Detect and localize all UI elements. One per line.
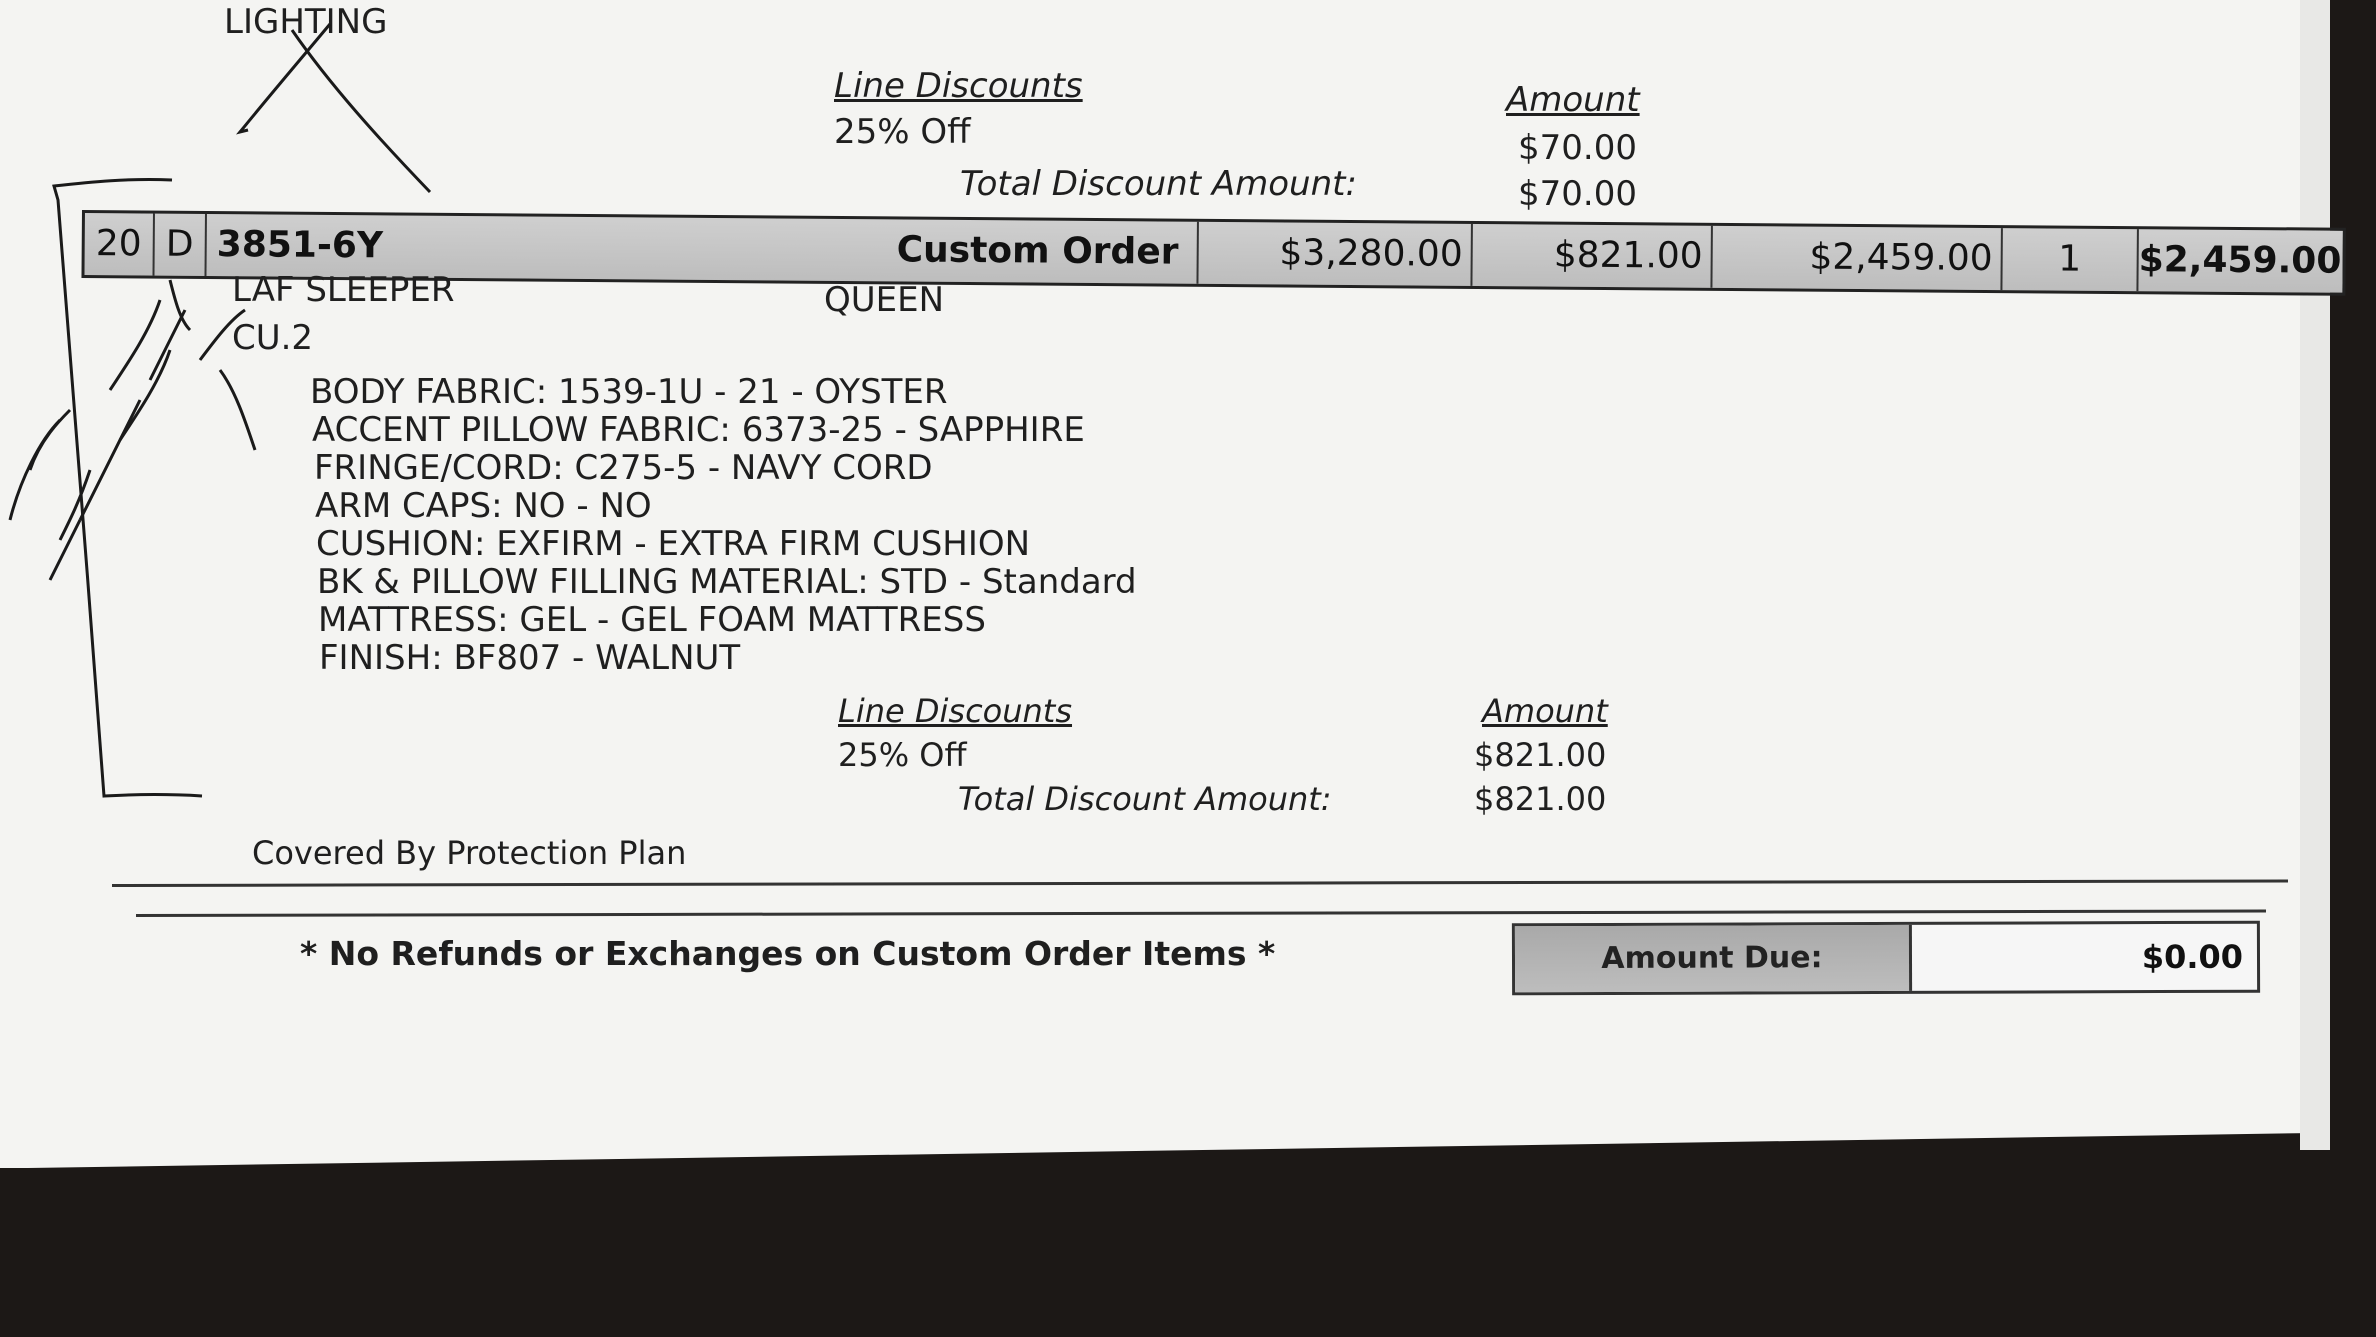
option-line: ARM CAPS: NO - NO bbox=[315, 486, 652, 526]
total-discount-amount: $821.00 bbox=[1474, 780, 1607, 818]
discount-label: 25% Off bbox=[838, 736, 967, 774]
sku: 3851-6Y bbox=[216, 224, 384, 267]
extended-amount: $2,459.00 bbox=[2138, 239, 2342, 282]
discount-amount: $821.00 bbox=[1474, 736, 1607, 774]
total-discount-label: Total Discount Amount: bbox=[958, 780, 1332, 818]
protection-plan-note: Covered By Protection Plan bbox=[252, 834, 687, 872]
amount-due-label: Amount Due: bbox=[1515, 925, 1912, 992]
option-line: ACCENT PILLOW FABRIC: 6373-25 - SAPPHIRE bbox=[312, 410, 1085, 450]
option-line: FRINGE/CORD: C275-5 - NAVY CORD bbox=[314, 448, 933, 488]
category-heading: LIGHTING bbox=[224, 2, 388, 42]
prev-discount-label: 25% Off bbox=[834, 112, 971, 152]
prev-total-discount-amount: $70.00 bbox=[1518, 174, 1637, 214]
line-code: D bbox=[165, 223, 194, 265]
line-discount: $821.00 bbox=[1553, 234, 1703, 277]
item-subcode: CU.2 bbox=[232, 318, 314, 358]
amount-header: Amount bbox=[1482, 692, 1608, 730]
item-description: LAF SLEEPER bbox=[232, 270, 455, 310]
option-line: BK & PILLOW FILLING MATERIAL: STD - Standard bbox=[317, 562, 1137, 602]
prev-discount-amount: $70.00 bbox=[1518, 128, 1637, 168]
option-line: CUSHION: EXFIRM - EXTRA FIRM CUSHION bbox=[316, 524, 1031, 564]
amount-due-value: $0.00 bbox=[2141, 937, 2244, 977]
net-price: $2,459.00 bbox=[1809, 236, 1993, 280]
prev-total-discount-label: Total Discount Amount: bbox=[960, 164, 1357, 204]
unit-price: $3,280.00 bbox=[1279, 232, 1463, 275]
quantity: 1 bbox=[2058, 238, 2082, 280]
prev-amount-header: Amount bbox=[1506, 80, 1640, 120]
handwritten-scribble bbox=[10, 280, 255, 580]
line-discounts-header: Line Discounts bbox=[838, 692, 1073, 730]
cross-out-stroke bbox=[240, 24, 330, 132]
option-line: BODY FABRIC: 1539-1U - 21 - OYSTER bbox=[310, 372, 948, 412]
order-type: Custom Order bbox=[896, 229, 1179, 273]
option-line: MATTRESS: GEL - GEL FOAM MATTRESS bbox=[318, 600, 986, 640]
prev-line-discounts-header: Line Discounts bbox=[834, 66, 1083, 106]
option-line: FINISH: BF807 - WALNUT bbox=[319, 638, 741, 678]
line-number: 20 bbox=[95, 223, 142, 265]
refund-policy: * No Refunds or Exchanges on Custom Order Items * bbox=[300, 934, 1276, 973]
bracket-icon bbox=[54, 179, 202, 796]
cross-out-stroke bbox=[292, 30, 430, 192]
item-size: QUEEN bbox=[824, 280, 945, 320]
